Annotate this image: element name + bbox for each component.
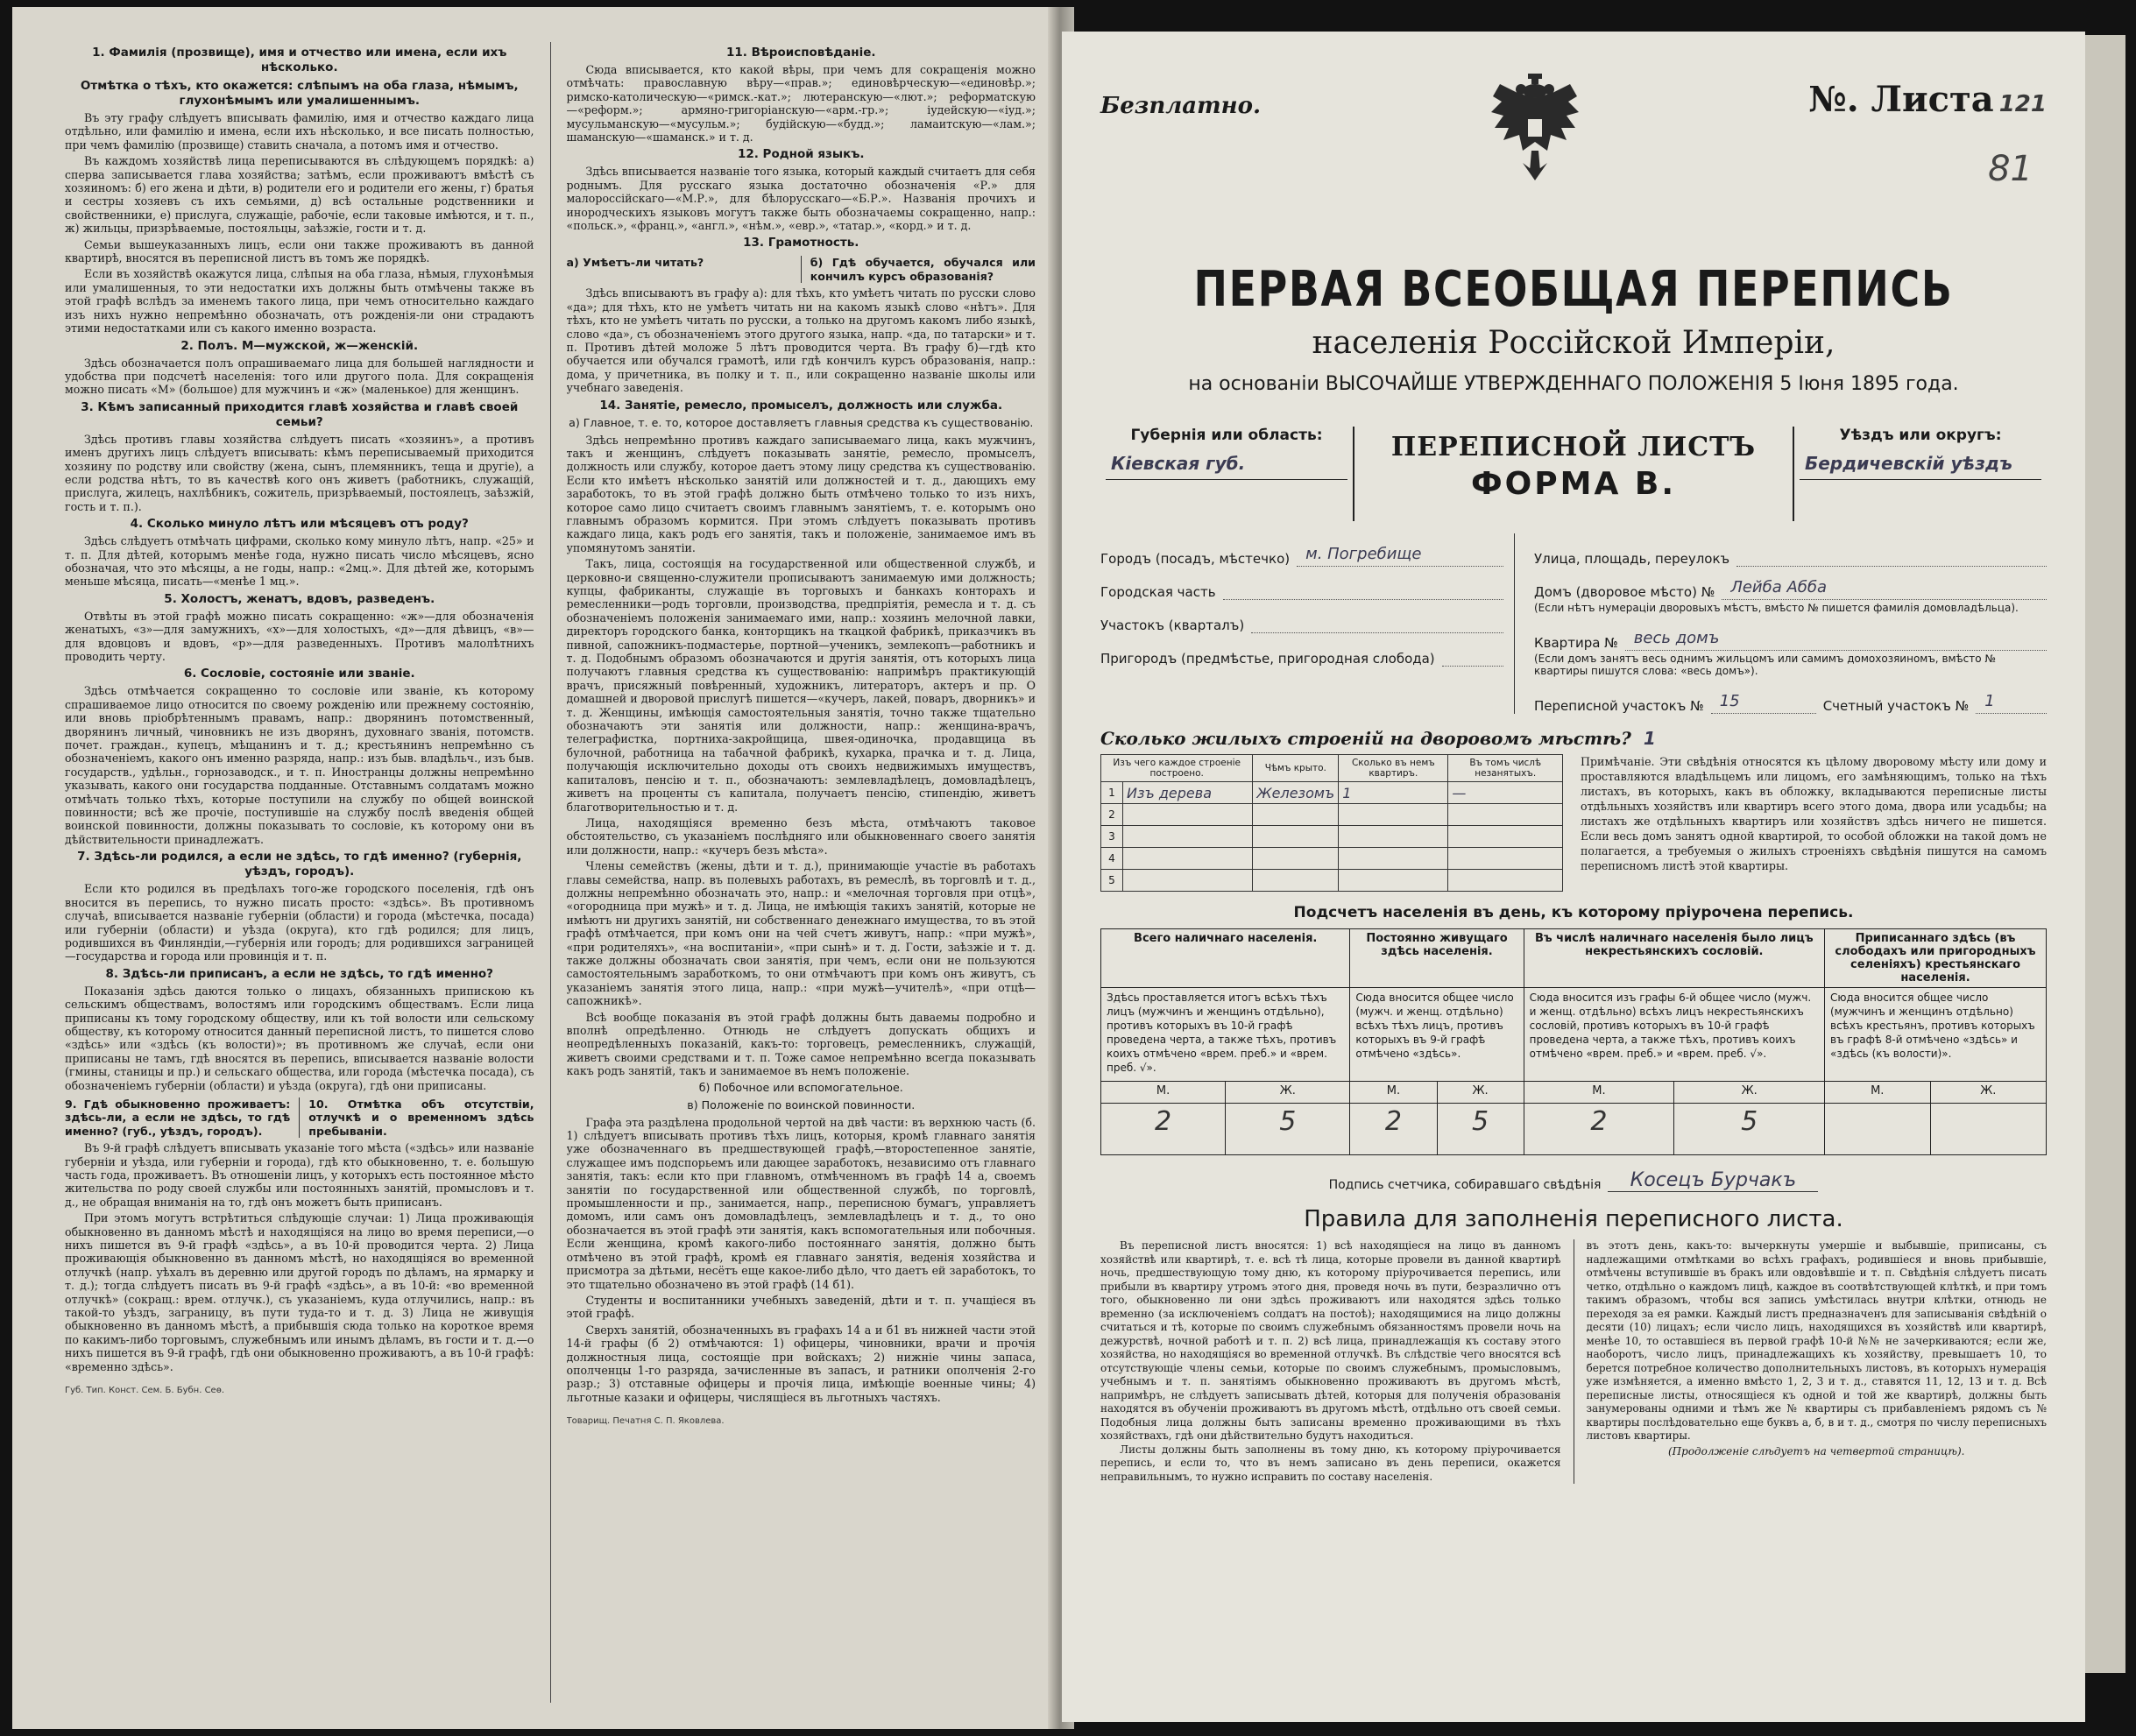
- building-number: 4: [1101, 848, 1123, 870]
- instruction-paragraph: Здѣсь противъ главы хозяйства слѣдуетъ писать «хозяинъ», а противъ именъ другихъ лицъ слѣдуетъ вписывать: кѣмъ переписываемый приходится хозяину по родству или свойству (жена, сынъ, племянникъ, теща и другіе), а если родства нѣтъ, то въ качествѣ кого онъ живетъ (работникъ, служащій, прислуга, жилецъ, нахлѣбникъ, сожитель, призрѣваемый, постоялецъ, заѣзжій, гость и т. п.).: [65, 432, 534, 513]
- tally-desc-peasant: Сюда вносится общее число (мужчинъ и женщинъ отдѣльно) всѣхъ крестьянъ, противъ которыхъ въ графѣ 8-й отмѣчено «здѣсь» и «здѣсь (къ волости)».: [1825, 988, 2047, 1082]
- tally-header-total: Всего наличнаго населенія.: [1101, 929, 1350, 988]
- suburb-label: Пригородъ (предмѣстье, пригородная слобода): [1100, 651, 1435, 667]
- building-roof: [1253, 826, 1339, 848]
- population-tally-table: [1100, 928, 2047, 1155]
- building-vacant: [1448, 848, 1563, 870]
- buildings-header-roof: Чѣмъ крыто.: [1253, 755, 1339, 782]
- instruction-paragraph: Здѣсь непремѣнно противъ каждаго записываемаго лица, какъ мужчинъ, такъ и женщинъ, слѣдуетъ показывать занятіе, ремесло, промыселъ, должность или службу, которое даетъ этому лицу средства къ существованію. Если кто имѣетъ нѣсколько занятій или должностей и т. д., дающихъ ему заработокъ, то въ этой графѣ должно быть отмѣчено только то изъ нихъ, которое само лицо считаетъ своимъ главнымъ занятіемъ, т. е. которымъ оно главнымъ образомъ кормится. При этомъ слѣдуетъ показывать противъ каждаго лица, какъ родъ его занятія, такъ и положеніе, занимаемое имъ въ упомянутомъ занятіи.: [566, 433, 1036, 554]
- province-box: [1100, 427, 1353, 521]
- instruction-paragraph: Въ эту графу слѣдуетъ вписывать фамилію, имя и отчество каждаго лица отдѣльно, или фамилію и имена, если ихъ нѣсколько, и все писать полностью, при чемъ фамилію (прозвище) ставить сначала, а потомъ имя и отчество.: [65, 111, 534, 152]
- section-heading: 14. Занятіе, ремесло, промыселъ, должность или служба.: [599, 398, 1003, 413]
- rules-text-2: въ этотъ день, какъ-то: вычеркнуты умершіе и выбывшіе, приписаны, съ надлежащими отмѣтками во всѣхъ графахъ, родившіеся и вновь прибывшіе, отмѣчены вступившіе въ бракъ или овдовѣвшіе и т. п. Свѣдѣнія слѣдуетъ писать четко, отдѣльно о каждомъ лицѣ, каждое въ соотвѣтствующей клѣткѣ, и при томъ такимъ образомъ, чтобы вся запись умѣстилась внутри клѣтки, отнюдь не переходя за ея рамки. Каждый листъ предназначенъ для записыванія свѣдѣній о десяти (10) лицахъ; если число лицъ, находящихся въ хозяйствѣ или квартирѣ, менѣе 10, то оставшіеся въ первой графѣ 10-й №№ не зачеркиваются; если же, наоборотъ, число лицъ, принадлежащихъ къ хозяйству, превышаетъ 10, то берется потребное количество дополнительныхъ листовъ, въ которыхъ нумерація уже измѣняется, а именно вмѣсто 1, 2, 3 и т. д., ставятся 11, 12, 13 и т. д. Всѣ переписные листы, относящіеся къ одной и той же квартирѣ, должны быть занумерованы одними и тѣмъ же № квартиры съ прибавленіемъ рядомъ съ № квартиры послѣдовательно еще буквъ а, б, в и т. д., смотря по числу переписныхъ листовъ квартиры.: [1586, 1239, 2047, 1442]
- split-heading-right: 10. Отмѣтка объ отсутствіи, отлучкѣ и о временномъ здѣсь пребываніи.: [308, 1097, 534, 1138]
- tally-desc-total: Здѣсь проставляется итогъ всѣхъ тѣхъ лицъ (мужчинъ и женщинъ отдѣльно), противъ которыхъ въ 10-й графѣ проведена черта, а также тѣхъ, противъ коихъ отмѣчено «врем. преб.» и «врем. преб. √».: [1101, 988, 1350, 1082]
- instruction-paragraph: Члены семействъ (жены, дѣти и т. д.), принимающіе участіе въ работахъ главы семейства, напр. въ полевыхъ работахъ, въ ремеслѣ, въ торговлѣ и т. д., должны непремѣнно обозначать это, напр.: и «мелочная торговля при отцѣ», «огородница при мужѣ» и т. д. Лица, не имѣющія такихъ занятій, которые не имѣютъ ни другихъ занятій, ни собственнаго денежнаго имущества, то въ этой графѣ отмѣчается, при комъ они на чей счетъ живутъ, напр.: «при мужѣ», «при родителяхъ», «на воспитаніи», «при сынѣ» и т. д. Гости, заѣзжіе и т. д. также должны обозначать свои занятія, при чемъ, если они не пользуются самостоятельнымъ заработкомъ, то они отмѣчаютъ при комъ онъ живутъ, съ указаніемъ занятія этого лица, напр.: «при мужѣ—учителѣ», «при отцѣ—сапожникѣ».: [566, 859, 1036, 1008]
- buildings-note: Примѣчаніе. Эти свѣдѣнія относятся къ цѣлому дворовому мѣсту или дому и проставляются владѣльцемъ или лицомъ, его замѣняющимъ, только на тѣхъ листахъ, въ которыхъ, какъ въ обложку, вкладываются переписные листы отдѣльныхъ хозяйствъ или квартиръ всего этого дома, двора или усадьбы; на листахъ же отдѣльныхъ квартиръ или хозяйствъ здѣсь ничего не пишется. Если весь домъ занятъ одной квартирой, то особой обложки на такой домъ не полагается, а требуемыя о жилыхъ строеніяхъ свѣдѣнія пишутся на самомъ переписномъ листѣ этой квартиры.: [1581, 755, 2047, 872]
- instruction-paragraph: Здѣсь слѣдуетъ отмѣчать цифрами, сколько кому минуло лѣтъ, напр. «25» и т. п. Для дѣтей, которымъ менѣе года, нужно писать число мѣсяцевъ, ясно обозначая, что это мѣсяцы, а не годы, напр.: «2мц.». Для дѣтей же, которымъ меньше мѣсяца, писать—«менѣе 1 мц.».: [65, 534, 534, 589]
- instruction-paragraph: Въ каждомъ хозяйствѣ лица переписываются въ слѣдующемъ порядкѣ: а) сперва записывается глава хозяйства; затѣмъ, если проживаютъ вмѣстѣ съ хозяиномъ: б) его жена и дѣти, в) родители его и родители его жены, г) братья и сестры хозяевъ съ ихъ семьями, д) всѣ остальные родственники и свойственники, е) прислуга, служащіе, рабочіе, если таковые имѣются, и т. п., ж) жильцы, призрѣваемые, постояльцы, заѣзжіе, гости и т. д.: [65, 154, 534, 236]
- rules-title: Правила для заполненія переписного листа.: [1304, 1206, 1843, 1232]
- rules-text-1: Въ переписной листъ вносятся: 1) всѣ находящіеся на лицо въ данномъ хозяйствѣ или квартирѣ, т. е. всѣ тѣ лица, которые провели въ данной квартирѣ ночь, предшествующую тому дню, къ которому пріурочивается перепись, или прибыли въ квартиру утромъ этого дня, проведя ночь въ пути, безразлично отъ того, обыкновенно ли они здѣсь проживаютъ или находятся здѣсь только временно (за исключеніемъ солдатъ на постоѣ); находящимися на лицо должны считаться и тѣ, которые по своимъ служебнымъ обязанностямъ провели ночь на дежурствѣ, ночной работѣ и т. п. 2) всѣ лица, принадлежащія къ составу этого хозяйства, но находящіяся во временной отлучкѣ. Въ слѣдствіе чего вносятся всѣ отсутствующіе члены семьи, которые по своимъ служебнымъ, промысловымъ, учебнымъ и т. п. занятіямъ обыкновенно проживаютъ въ другомъ мѣстѣ, напримѣръ, не слѣдуетъ записывать дѣтей, которыя для полученія образованія находятся въ обученіи проживаютъ въ другомъ мѣстѣ, отдѣльно отъ своей семьи. Подобныя лица должны быть записаны временно проживающими въ тѣхъ хозяйствахъ, гдѣ они дѣйствительно будутъ находиться.: [1100, 1239, 1561, 1442]
- tally-desc-non-peasant: Сюда вносится изъ графы 6-й общее число (мужч. и женщ. отдѣльно) всѣхъ лицъ некрестьянскихъ сословій, противъ которыхъ въ 10-й графѣ проведена черта, а также тѣхъ, противъ коихъ отмѣчено «врем. преб.» и «врем. преб. √».: [1524, 988, 1824, 1082]
- tally-male-label: М.: [1825, 1082, 1931, 1104]
- instruction-paragraph: Лица, находящіяся временно безъ мѣста, отмѣчаютъ таковое обстоятельство, съ указаніемъ послѣдняго или обыкновеннаго своего занятія или должности, напр.: «кучеръ безъ мѣста».: [566, 815, 1036, 857]
- instruction-paragraph: Въ 9-й графѣ слѣдуетъ вписывать указаніе того мѣста («здѣсь» или названіе губерніи и уѣзда, или губерніи и города), гдѣ кто обыкновенно, т. е. большую часть года, проживаетъ. Въ отношеніи лицъ, у которыхъ есть постоянное мѣсто жительства по роду своей службы или постоянныхъ занятій, промысловъ и т. д., не обращая вниманія на то, гдѣ онъ можетъ быть приписанъ.: [65, 1141, 534, 1209]
- section-heading: 11. Вѣроисповѣданіе.: [725, 46, 876, 60]
- dwellings-value: 1: [1643, 728, 1656, 749]
- split-divider: [801, 256, 802, 283]
- buildings-table: [1100, 754, 1563, 892]
- section-heading: 6. Сословіе, состояніе или званіе.: [183, 667, 415, 681]
- address-left: [1100, 533, 1515, 714]
- tally-female-label: Ж.: [1930, 1082, 2046, 1104]
- tally-female-label: Ж.: [1437, 1082, 1524, 1104]
- section-heading: 1. Фамилія (прозвище), имя и отчество или имена, если ихъ нѣсколько.: [92, 46, 507, 74]
- tally-female-count: [1930, 1104, 2046, 1155]
- rules-text-1b: Листы должны быть заполнены въ тому дню, къ которому пріурочивается перепись, и если то, что въ немъ записано въ день переписи, окажется неправильнымъ, то нужно исправить по составу населенія.: [1100, 1443, 1561, 1483]
- building-apartments: [1339, 870, 1448, 892]
- tally-title: Подсчетъ населенія въ день, къ которому пріурочена перепись.: [1293, 904, 1854, 921]
- building-material: Изъ дерева: [1123, 782, 1253, 804]
- split-divider: [299, 1097, 300, 1138]
- building-number: 3: [1101, 826, 1123, 848]
- building-row: [1101, 826, 1563, 848]
- split-heading: [65, 1097, 534, 1138]
- split-heading-right: б) Гдѣ обучается, обучался или кончилъ курсъ образованія?: [810, 256, 1036, 283]
- house-note: (Если нѣтъ нумераціи дворовыхъ мѣстъ, вмѣсто № пишется фамилія домовладѣльца).: [1534, 602, 2019, 614]
- apartment-label: Квартира №: [1534, 635, 1618, 651]
- town-part-label: Городская часть: [1100, 584, 1216, 600]
- building-material: [1123, 826, 1253, 848]
- buildings-header-vacant: Въ томъ числѣ незанятыхъ.: [1448, 755, 1563, 782]
- section-heading: 5. Холостъ, женатъ, вдовъ, разведенъ.: [164, 591, 435, 606]
- tally-male-count: 2: [1524, 1104, 1674, 1155]
- counting-district-value: 1: [1976, 692, 2047, 714]
- split-heading-left: а) Умѣетъ-ли читать?: [566, 256, 704, 270]
- tally-female-count: 5: [1674, 1104, 1825, 1155]
- dwellings-question: [1100, 728, 2047, 749]
- counter-signature-label: Подпись счетчика, собиравшаго свѣдѣнія: [1328, 1178, 1602, 1192]
- instruction-paragraph: Сюда вписывается, кто какой вѣры, при чемъ для сокращенія можно отмѣчать: православную вѣру—«прав.»; единовѣрческую—«единовѣр.»; римско-католическую—«римск.-кат.»; лютеранскую—«лют.»; реформатскую—«реформ.»; армяно-григоріанскую—«арм.-гр.»; іудейскую—«іуд.»; мусульманскую—«мусульм.»; будійскую—«будд.»; ламаитскую—«лам.»; шаманскую—«шаманск.» и т. д.: [566, 63, 1036, 145]
- instructions-column-2: [567, 42, 1036, 1703]
- free-label: Безплатно.: [1100, 93, 1261, 119]
- rules-column-1: [1100, 1239, 1561, 1484]
- tally-header-non-peasant: Въ числѣ наличнаго населенія было лицъ некрестьянскихъ сословій.: [1524, 929, 1824, 988]
- buildings-header-apartments: Сколько въ немъ квартиръ.: [1339, 755, 1448, 782]
- instruction-paragraph: Всѣ вообще показанія въ этой графѣ должны быть даваемы подробно и вполнѣ опредѣленно. Отнюдь не слѣдуетъ допускать общихъ и неопредѣленныхъ показаній, какъ-то: торговецъ, ремесленникъ, служащій, живетъ своими средствами и т. п. Тоже самое непремѣнно всегда показывать какъ родъ занятій, такъ и занимаемое въ немъ положеніе.: [566, 1010, 1036, 1078]
- province-label: Губернія или область:: [1130, 427, 1323, 444]
- building-apartments: 1: [1339, 782, 1448, 804]
- building-apartments: [1339, 826, 1448, 848]
- tally-male-count: 2: [1101, 1104, 1226, 1155]
- tally-female-count: 5: [1437, 1104, 1524, 1155]
- district-label: Уѣздъ или округъ:: [1839, 427, 2002, 444]
- adjacent-page-strip: [2085, 35, 2125, 1673]
- province-value: Кіевская губ.: [1106, 453, 1347, 480]
- street-label: Улица, площадь, переулокъ: [1534, 551, 1730, 567]
- section-heading: 7. Здѣсь-ли родился, а если не здѣсь, то гдѣ именно? (губернія, уѣздъ, городъ).: [77, 850, 522, 879]
- main-title: ПЕРВАЯ ВСЕОБЩАЯ ПЕРЕПИСЬ: [1193, 261, 1954, 318]
- decree-line: на основаніи ВЫСОЧАЙШЕ УТВЕРЖДЕННАГО ПОЛОЖЕНІЯ 5 Іюня 1895 года.: [1188, 373, 1959, 395]
- instruction-paragraph: Показанія здѣсь даются только о лицахъ, обязанныхъ припискою къ сельскимъ обществамъ, волостямъ или городскимъ обществамъ. Если лица приписаны къ тому городскому обществу, или къ той волости или сельскому обществу, къ которому относится данный переписной листъ, то пишется слово «здѣсь» или «здѣсь (къ волости)»; въ противномъ же случаѣ, если они приписаны не тамъ, гдѣ вносятся въ перепись, вписывается названіе волости (гмины, станицы и пр.) и сельскаго общества, или города (мѣстечка посада), съ обозначеніемъ губерніи (области) и уѣзда (округа), гдѣ они приписаны.: [65, 984, 534, 1092]
- building-vacant: —: [1448, 782, 1563, 804]
- section-heading: 4. Сколько минуло лѣтъ или мѣсяцевъ отъ роду?: [130, 517, 469, 532]
- sheet-number-label: №. Листа: [1808, 79, 1994, 120]
- census-district-value: 15: [1711, 692, 1816, 714]
- instruction-paragraph: Сверхъ занятій, обозначенныхъ въ графахъ 14 а и б1 въ нижней части этой 14-й графы (б 2) отмѣчаются: 1) офицеры, чиновники, врачи и прочія должностныя лица, состоящіе при войскахъ; 2) нижніе чины запаса, ополченцы 1-го разряда, зачисленные въ запасъ, и ратники ополченія 2-го разр.; 3) отставные офицеры и прочія лица, имѣющіе военные чины; 4) льготные казаки и офицеры, числящіеся въ льготныхъ частяхъ.: [566, 1323, 1036, 1404]
- section-heading: 12. Родной языкъ.: [737, 147, 865, 162]
- sheet-number: [1808, 79, 2047, 120]
- tally-header-permanent: Постоянно живущаго здѣсь населенія.: [1350, 929, 1524, 988]
- instruction-paragraph: Графа эта раздѣлена продольной чертой на двѣ части: въ верхнюю часть (б. 1) слѣдуетъ вписывать противъ тѣхъ лицъ, которыя, кромѣ главнаго занятія уже обозначеннаго въ предшествующей графѣ,—второстепенное занятіе, служащее имъ подспорьемъ или дающее заработокъ, независимо отъ главнаго занятія, такъ: если кто при главномъ, отмѣченномъ въ графѣ 14 а, своемъ занятіи по государственной или общественной службѣ, по торговлѣ, промышленности и пр., занимается, напр., переписною бумагъ, управляетъ домомъ, или самъ онъ домовладѣлецъ, землевладѣлецъ и т. д., то оно обозначается въ этой графѣ эти занятія, какъ вспомогательныя или побочныя. Если женщина, кромѣ какого-либо постояннаго занятія, должно быть отмѣчено въ этой графѣ, кромѣ ея главнаго занятія, веденія хозяйства и присмотра за дѣтьми, несётъ еще какое-либо дѣло, что даетъ ей заработокъ, то это тщательно обозначено въ этой графѣ (14 б1).: [566, 1115, 1036, 1291]
- printer-imprint: Товарищ. Печатня С. П. Яковлева.: [566, 1416, 725, 1427]
- section-heading: Отмѣтка о тѣхъ, кто окажется: слѣпымъ на оба глаза, нѣмымъ, глухонѣмымъ или умалишеннымъ.: [80, 79, 519, 108]
- section-subheading: в) Положеніе по воинской повинности.: [687, 1097, 916, 1111]
- counter-signature-row: [1100, 1169, 2047, 1192]
- instruction-paragraph: Отвѣты въ этой графѣ можно писать сокращенно: «ж»—для обозначенія женатыхъ, «з»—для замужнихъ, «х»—для холостыхъ, «д»—для дѣвицъ, «в»—для вдовцовъ и вдовъ, «р»—для разведенныхъ. Противъ малолѣтнихъ проводить черту.: [65, 609, 534, 663]
- rules-column-2: [1587, 1239, 2048, 1484]
- split-heading: [567, 256, 1036, 283]
- form-variant: ФОРМА В.: [1470, 466, 1677, 502]
- instruction-paragraph: Семьи вышеуказанныхъ лицъ, если они также проживаютъ въ данной квартирѣ, вносятся въ переписной листъ въ томъ же порядкѣ.: [65, 237, 534, 265]
- building-row: [1101, 804, 1563, 826]
- apartment-note: (Если домъ занятъ весь однимъ жильцомъ или самимъ домохозяиномъ, вмѣсто № квартиры пишутся слова: «весь домъ»).: [1534, 653, 1996, 677]
- tally-male-count: 2: [1350, 1104, 1437, 1155]
- building-row: [1101, 782, 1563, 804]
- apartment-value: весь домъ: [1625, 629, 2047, 651]
- building-roof: [1253, 848, 1339, 870]
- building-number: 5: [1101, 870, 1123, 892]
- instruction-paragraph: Здѣсь вписываютъ въ графу а): для тѣхъ, кто умѣетъ читать по русски слово «да»; для тѣхъ, кто не умѣетъ читать ни на какомъ языкѣ слово «нѣтъ». Для тѣхъ, кто не умѣетъ читать по русски, а только на другомъ какомъ либо языкѣ, слово «да», съ обозначеніемъ этого другого языка, напр. «да, по татарски» и т. п. Противъ дѣтей моложе 5 лѣтъ проводится черта. Въ графу б)—гдѣ кто обучается или обучался грамотѣ, или гдѣ кончилъ курсъ образованія, напр.: дома, у причетника, въ полку и т. п., или сокращенно названіе школы или учебнаго заведенія.: [566, 286, 1036, 395]
- instructions-column-1: [65, 42, 534, 1703]
- dwellings-question-text: Сколько жилыхъ строеній на дворовомъ мѣстѣ?: [1100, 728, 1631, 749]
- sheet-number-value: 121: [1998, 91, 2047, 117]
- tally-header-peasant: Приписаннаго здѣсь (въ слободахъ или пригородныхъ селеніяхъ) крестьянскаго населенія.: [1825, 929, 2047, 988]
- building-roof: [1253, 804, 1339, 826]
- tally-male-count: [1825, 1104, 1931, 1155]
- form-title-box: [1353, 427, 1794, 521]
- building-apartments: [1339, 804, 1448, 826]
- tally-desc-permanent: Сюда вносится общее число (мужч. и женщ. отдѣльно) всѣхъ тѣхъ лицъ, противъ которыхъ въ 9-й графѣ отмѣчено «здѣсь».: [1350, 988, 1524, 1082]
- census-district-label: Переписной участокъ №: [1534, 698, 1704, 714]
- section-heading: 2. Полъ. М—мужской, ж—женскій.: [180, 338, 419, 353]
- building-material: [1123, 870, 1253, 892]
- printer-imprint: Губ. Тип. Конст. Сем. Б. Бубн. Сеѳ.: [65, 1386, 225, 1396]
- building-row: [1101, 870, 1563, 892]
- right-page-census-form: [1062, 32, 2085, 1722]
- precinct-label: Участокъ (кварталъ): [1100, 617, 1245, 633]
- instruction-paragraph: Студенты и воспитанники учебныхъ заведеній, дѣти и т. п. учащіеся въ этой графѣ.: [566, 1293, 1036, 1321]
- tally-male-label: М.: [1524, 1082, 1674, 1104]
- counting-district-label: Счетный участокъ №: [1822, 698, 1970, 714]
- form-title: ПЕРЕПИСНОЙ ЛИСТЪ: [1390, 432, 1757, 462]
- section-heading: 8. Здѣсь-ли приписанъ, а если не здѣсь, то гдѣ именно?: [105, 966, 494, 981]
- suburb-value: [1442, 645, 1503, 667]
- section-subheading: б) Побочное или вспомогательное.: [698, 1080, 903, 1094]
- double-headed-eagle-icon: [1482, 67, 1588, 189]
- section-subheading: а) Главное, т. е. то, которое доставляетъ главныя средства къ существованію.: [569, 415, 1034, 429]
- district-box: [1794, 427, 2047, 521]
- building-roof: Железомъ: [1253, 782, 1339, 804]
- building-row: [1101, 848, 1563, 870]
- subtitle: населенія Россійской Имперіи,: [1312, 325, 1835, 361]
- instruction-paragraph: Здѣсь отмѣчается сокращенно то сословіе или званіе, къ которому спрашиваемое лицо относится по своему рожденію или прежнему состоянію, или вновь пріобрѣтеннымъ правамъ, напр.: дворянинъ потомственный, дворянинъ личный, чиновникъ не изъ дворянъ, духовнаго званія, потомств. почет. граждан., купецъ, мѣщанинъ и т. д.; крестьянинъ непремѣнно съ обозначеніемъ, какого онъ именно разряда, напр.: изъ быв. владѣльч., изъ быв. государств., удѣльн., горнозаводск., и т. п. Иностранцы должны непремѣнно указывать, какого они государства подданные. Отставнымъ солдатамъ можно отмѣчать только тѣхъ, которые поступили на службу по общей воинской повинности; всѣ же прочіе, поступившіе на службу послѣ введенія общей воинской повинности, должны показывать то сословіе, къ которому они въ дѣйствительности принадлежатъ.: [65, 684, 534, 846]
- section-heading: 13. Грамотность.: [743, 236, 859, 251]
- building-vacant: [1448, 804, 1563, 826]
- instruction-paragraph: Если кто родился въ предѣлахъ того-же городского поселенія, гдѣ онъ вносится въ перепись, то нужно писать просто: «здѣсь». Въ противномъ случаѣ, вписывается названіе губерніи (области) и города (мѣстечка, посада) или губерніи (области) и уѣзда (округа), кто гдѣ родился; для лицъ, родившихся въ Финляндіи,—губернія или городъ; для родившихся заграницей—государства и города или провинція и т. п.: [65, 882, 534, 963]
- column-divider: [550, 42, 551, 1703]
- precinct-value: [1251, 611, 1503, 633]
- building-number: 1: [1101, 782, 1123, 804]
- building-roof: [1253, 870, 1339, 892]
- building-vacant: [1448, 826, 1563, 848]
- tally-female-count: 5: [1226, 1104, 1350, 1155]
- buildings-header-material: Изъ чего каждое строеніе построено.: [1101, 755, 1253, 782]
- building-number: 2: [1101, 804, 1123, 826]
- building-apartments: [1339, 848, 1448, 870]
- instruction-paragraph: Такъ, лица, состоящія на государственной или общественной службѣ, и церковно-и священно-служители прописываютъ занимаемую ими должность; купцы, фабриканты, служащіе въ торговыхъ и банкахъ конторахъ и ремесленники—родъ торговли, производства, предпріятія, ремесла и т. д. съ обозначеніемъ положенія занимаемаго ими, напр.: хозяинъ мелочной лавки, директоръ городского банка, конторщикъ на ткацкой фабрикѣ, приказчикъ въ пивной, сапожникъ-подмастерье, портной—ученикъ, землекопъ—работникъ и т. д. Подобнымъ образомъ обозначаются и другія занятія, отъ которыхъ лица получаютъ главныя средства къ существованію: напримѣръ практикующій врачъ, присяжный повѣренный, художникъ, литераторъ, актеръ и пр. О домашней и дворовой прислугѣ пишется—«кучеръ, лакей, поваръ, дворникъ» и т. д. Женщины, имѣющія самостоятельныя занятія, точно также тщательно обозначаютъ эти занятія или должности, напр.: женщина-врачъ, телеграфистка, портниха-закройщица, швея-одиночка, продавщица въ булочной, работница на табачной фабрикѣ, кухарка, прачка и т. д. Лица, получающія исключительно доходы отъ своихъ недвижимыхъ имуществъ, капиталовъ, пенсію и т. п., обозначаютъ: землевладѣлецъ, домовладѣлецъ, живетъ на проценты съ капитала, получаетъ пенсію, стипендію, живетъ благотворительностью и т. д.: [566, 557, 1036, 814]
- building-vacant: [1448, 870, 1563, 892]
- tally-male-label: М.: [1101, 1082, 1226, 1104]
- street-value: [1736, 545, 2047, 567]
- building-material: [1123, 804, 1253, 826]
- tally-female-label: Ж.: [1226, 1082, 1350, 1104]
- tally-female-label: Ж.: [1674, 1082, 1825, 1104]
- address-right: [1534, 533, 2047, 714]
- building-material: [1123, 848, 1253, 870]
- tally-male-label: М.: [1350, 1082, 1437, 1104]
- district-value: Бердичевскій уѣздъ: [1800, 453, 2041, 480]
- instruction-paragraph: При этомъ могутъ встрѣтиться слѣдующіе случаи: 1) Лица проживающія обыкновенно въ данномъ мѣстѣ и находящіяся на лицо во время переписи,—о нихъ пишется въ 9-й графѣ «здѣсь», а въ 10-й проводится черта. 2) Лица проживающія обыкновенно въ данномъ мѣстѣ, но находящіяся во временной отлучкѣ (напр. уѣхалъ въ деревню или другой городъ по дѣламъ, на ярмарку и т. д.); тогда слѣдуетъ писать въ 9-й графѣ «здѣсь», а въ 10-й: «во временной отлучкѣ» (сокращ.: врем. отлучк.), съ указаніемъ, куда отлучились, напр.: въ такой-то уѣздъ, заграницу, въ пути туда-то и т. д. 3) Лица не живущія обыкновенно въ данномъ мѣстѣ, а прибывшія сюда только на короткое время по какимъ-либо торговымъ, служебнымъ или инымъ дѣламъ, въ гости и т. д.—о нихъ пишется въ 9-й графѣ, гдѣ они обыкновенно проживаютъ, а въ 10-й графѣ: «временно здѣсь».: [65, 1211, 534, 1373]
- town-part-value: [1223, 578, 1503, 600]
- house-label: Домъ (дворовое мѣсто) №: [1534, 584, 1715, 600]
- instruction-paragraph: Если въ хозяйствѣ окажутся лица, слѣпыя на оба глаза, нѣмыя, глухонѣмыя или умалишенныя, то эти недостатки ихъ должны быть отмѣчены также въ этой графѣ вслѣдъ за именемъ такого лица, при чемъ относительно каждаго изъ нихъ нужно непремѣнно обозначать, отъ рожденія-ли они страдаютъ этими недостатками или съ какого именно возраста.: [65, 267, 534, 335]
- split-heading-left: 9. Гдѣ обыкновенно проживаетъ: здѣсь-ли, а если не здѣсь, то гдѣ именно? (губ., уѣздъ, городъ).: [65, 1097, 291, 1138]
- counter-signature: Косецъ Бурчакъ: [1608, 1169, 1818, 1192]
- section-heading: 3. Кѣмъ записанный приходится главѣ хозяйства и главѣ своей семьи?: [81, 399, 519, 429]
- instruction-paragraph: Здѣсь вписывается названіе того языка, который каждый считаетъ для себя роднымъ. Для русскаго языка достаточно обозначенія «Р.» для малороссійскаго—«М.Р.», для бѣлорусскаго—«Б.Р.». Названія прочихъ и инородческихъ языковъ могутъ также быть обозначаемы сокращенно, напр.: «польск.», «франц.», «англ.», «нѣм.», «евр.», «татар.», «корд.» и т. д.: [566, 165, 1036, 233]
- instruction-paragraph: Здѣсь обозначается полъ опрашиваемаго лица для большей наглядности и удобства при подсчетѣ населенія: того или другого пола. Для сокращенія можно писать «М» (большое) для мужчинъ и «ж» (маленькое) для женщинъ.: [65, 356, 534, 397]
- town-label: Городъ (посадъ, мѣстечко): [1100, 551, 1291, 567]
- folio-number: 81: [1988, 149, 2033, 189]
- house-value: Лейба Абба: [1722, 578, 2047, 600]
- rules-continue-note: (Продолженіе слѣдуетъ на четвертой страницѣ).: [1668, 1444, 1965, 1457]
- town-value: м. Погребище: [1297, 545, 1503, 567]
- left-page-instructions: [12, 7, 1062, 1729]
